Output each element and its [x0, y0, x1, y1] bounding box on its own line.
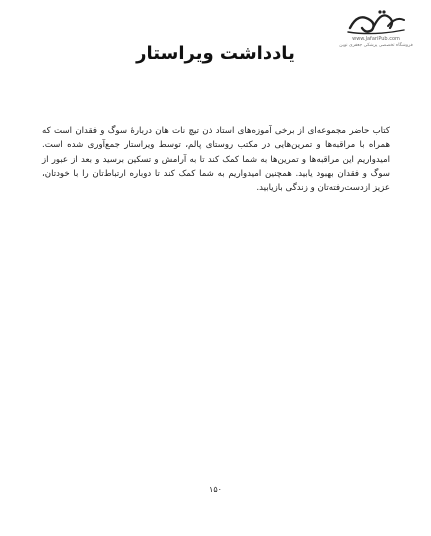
page-title: یادداشت ویراستار [136, 43, 295, 64]
publisher-url: www.JafariPub.com [352, 36, 400, 42]
body-paragraph: کتاب حاضر مجموعه‌ای از برخی آموزه‌های استاد ذن تیچ نات هان دربارهٔ سوگ و فقدان است که همراه با مراقبه‌ها و تمرین‌هایی در مکتب روستای پالم، توسط ویراستار جمع‌آوری شده است. امیدواریم این مراقبه‌ها و تمرین‌ها به شما کمک کند تا به آرامش و تسکین برسید و بعد از عبور از سوگ و فقدان بهبود یابید. همچنین امیدواریم به شما کمک کند تا دوباره ارتباط‌تان را با خودتان، عزیز ازدست‌رفته‌تان و زندگی بازیابید. [42, 126, 390, 194]
page-number: ۱۵۰ [209, 485, 222, 494]
jafari-pub-logo-icon [344, 6, 408, 36]
publisher-tagline: فروشگاه تخصصی پزشکی جعفری نوین [339, 43, 413, 48]
